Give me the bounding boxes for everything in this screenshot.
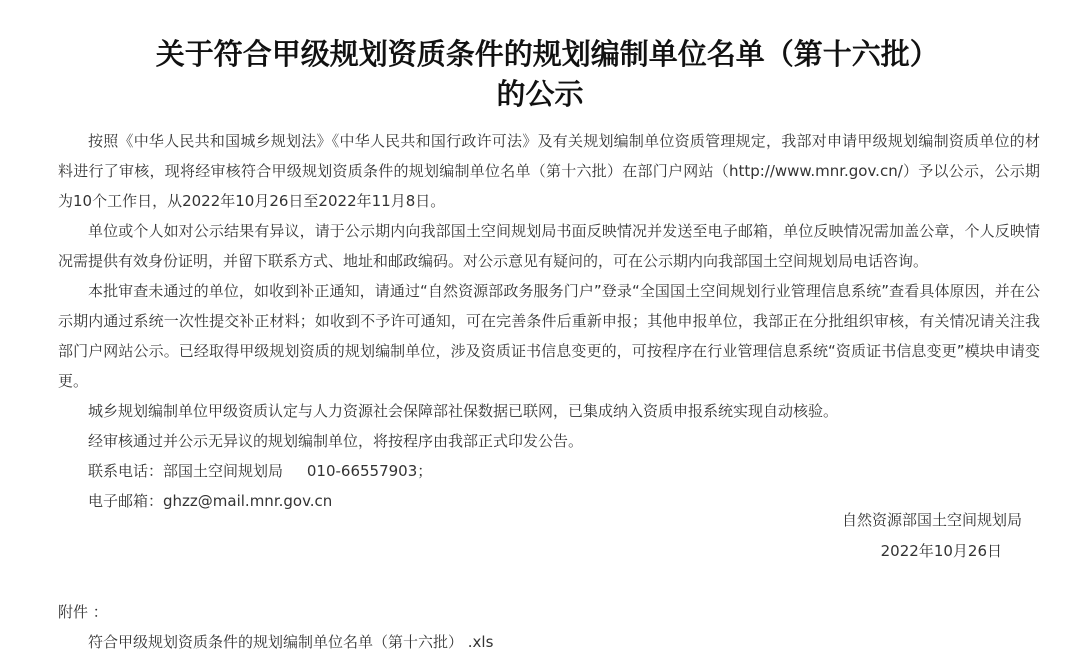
attachment-file-link[interactable]: 符合甲级规划资质条件的规划编制单位名单（第十六批） .xls <box>88 633 494 651</box>
attachment-label: 附件 ： <box>58 603 108 621</box>
email-address: ghzz@mail.mnr.gov.cn <box>163 492 333 510</box>
phone-number: 010-66557903； <box>306 462 433 480</box>
contact-phone <box>58 456 1040 486</box>
signature-org: 自然资源部国土空间规划局 <box>841 511 1022 529</box>
notice-body <box>58 126 1040 516</box>
signature-block <box>842 505 1022 567</box>
paragraph-1: 按照《中华人民共和国城乡规划法》《中华人民共和国行政许可法》及有关规划编制单位资质管理规定，我部对申请甲级规划编制资质单位的材料进行了审核，现将经审核符合甲级规划资质条件的规划编制单位名单（第十六批）在部门户网站（http://www.mnr.gov.cn/）予以公示，公示期为10个工作日，从2022年10月26日至2022年11月8日。 <box>58 132 1040 210</box>
email-label: 电子邮箱： <box>88 492 164 510</box>
attachment-block <box>58 597 493 657</box>
page-title: 关于符合甲级规划资质条件的规划编制单位名单（第十六批）的公示 <box>155 37 925 111</box>
paragraph-5: 经审核通过并公示无异议的规划编制单位，将按程序由我部正式印发公告。 <box>88 432 584 450</box>
paragraph-2: 单位或个人如对公示结果有异议，请于公示期内向我部国土空间规划局书面反映情况并发送至电子邮箱，单位反映情况需加盖公章，个人反映情况需提供有效身份证明，并留下联系方式、地址和邮政编码。对公示意见有疑问的，可在公示期内向我部国土空间规划局电话咨询。 <box>58 222 1040 270</box>
phone-label: 联系电话：部国土空间规划局 <box>88 462 284 480</box>
paragraph-4: 城乡规划编制单位甲级资质认定与人力资源社会保障部社保数据已联网，已集成纳入资质申报系统实现自动核验。 <box>88 402 839 420</box>
paragraph-3: 本批审查未通过的单位，如收到补正通知，请通过“自然资源部政务服务门户”登录“全国国土空间规划行业管理信息系统”查看具体原因，并在公示期内通过系统一次性提交补正材料；如收到不予许可通知，可在完善条件后重新申报；其他申报单位，我部正在分批组织审核，有关情况请关注我部门户网站公示。已经取得甲级规划资质的规划编制单位，涉及资质证书信息变更的，可按程序在行业管理信息系统“资质证书信息变更”模块申请变更。 <box>58 282 1040 390</box>
signature-date: 2022年10月26日 <box>880 542 1002 560</box>
